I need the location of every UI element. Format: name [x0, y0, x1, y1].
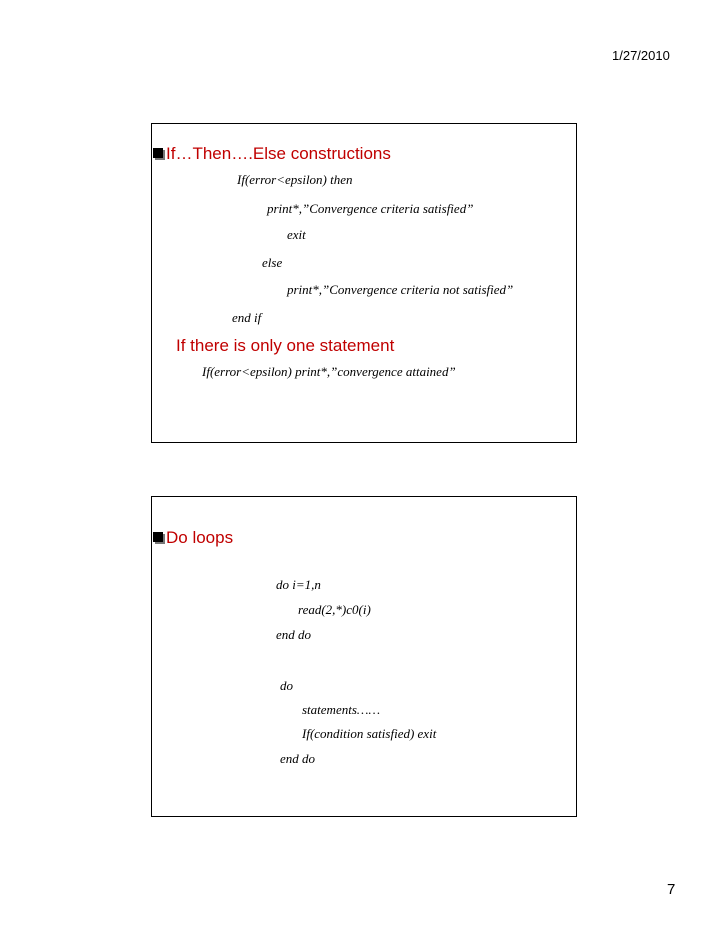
code-line: do i=1,n: [276, 577, 321, 592]
slide-if-then-else: [151, 123, 577, 443]
code-line: If(error<epsilon) then: [237, 172, 353, 187]
code-line: do: [280, 678, 293, 693]
slide2-heading: [153, 528, 233, 548]
slide1-subheading: If there is only one statement: [176, 336, 395, 355]
code-line: read(2,*)c0(i): [298, 602, 371, 617]
checkbox-bullet-icon: [153, 532, 163, 542]
page-number: 7: [667, 881, 676, 898]
code-line: print*,”Convergence criteria satisfied”: [267, 201, 474, 216]
slide1-heading: [153, 144, 391, 164]
header-date: 1/27/2010: [612, 48, 670, 63]
checkbox-bullet-icon: [153, 148, 163, 158]
code-line: exit: [287, 227, 306, 242]
code-line: If(condition satisfied) exit: [302, 726, 437, 741]
slide-do-loops: [151, 496, 577, 817]
code-line: end if: [232, 310, 262, 325]
code-line: print*,”Convergence criteria not satisfied”: [287, 282, 514, 297]
code-line: end do: [280, 751, 316, 766]
code-line: end do: [276, 627, 312, 642]
slide1-heading-text: If…Then….Else constructions: [166, 144, 391, 163]
code-line: If(error<epsilon) print*,”convergence attained”: [202, 364, 456, 379]
slide2-heading-text: Do loops: [166, 528, 234, 547]
code-line: statements……: [302, 702, 380, 717]
code-line: else: [262, 255, 283, 270]
